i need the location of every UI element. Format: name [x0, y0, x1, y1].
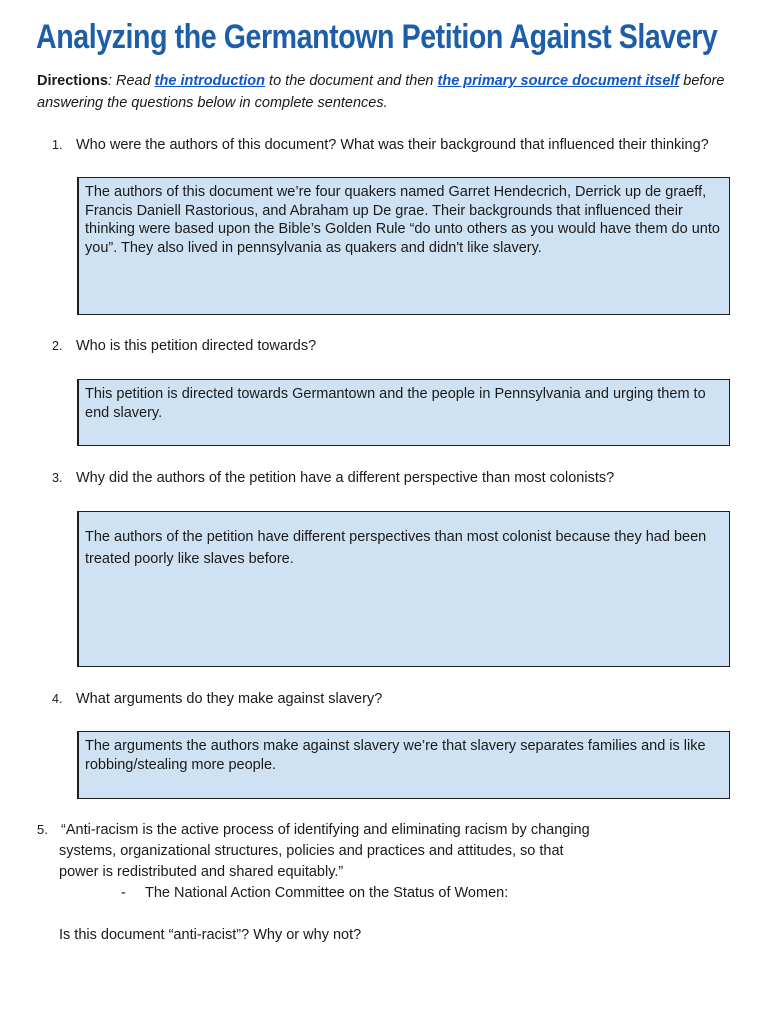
quote-line-3: power is redistributed and shared equitably.” [59, 864, 344, 880]
directions-text-1: : Read [107, 73, 155, 89]
question-number: 2. [52, 339, 63, 353]
question-prompt: Who were the authors of this document? What was their background that influenced their thinking? [76, 137, 709, 153]
introduction-link[interactable]: the introduction [154, 73, 266, 89]
question-4 [52, 689, 382, 709]
directions-text-3: before answering the questions below in complete sentences. [37, 73, 725, 111]
quote-attribution [37, 883, 590, 904]
question-number: 3. [52, 471, 63, 485]
question-5-prompt: Is this document “anti-racist”? Why or why not? [59, 927, 362, 943]
question-5 [37, 819, 590, 946]
question-number: 1. [52, 138, 63, 152]
primary-source-link[interactable]: the primary source document itself [437, 73, 680, 89]
attribution-text: The National Action Committee on the Status of Women: [145, 885, 509, 901]
question-prompt: What arguments do they make against slavery? [76, 691, 383, 707]
question-prompt: Why did the authors of the petition have a different perspective than most colonists? [76, 470, 615, 486]
answer-box-2[interactable]: This petition is directed towards Germantown and the people in Pennsylvania and urging them to end slavery. [77, 379, 730, 446]
question-2 [52, 336, 316, 356]
question-3 [52, 468, 614, 488]
answer-box-4[interactable]: The arguments the authors make against slavery we’re that slavery separates families and is like robbing/stealing more people. [77, 731, 730, 799]
question-number: 5. [37, 822, 48, 837]
attribution-dash: - [121, 885, 126, 901]
directions [37, 70, 737, 114]
directions-text-2: to the document and then [265, 73, 438, 89]
question-1 [52, 135, 709, 155]
question-prompt: Who is this petition directed towards? [76, 338, 317, 354]
page-title: Analyzing the Germantown Petition Against Slavery [36, 18, 718, 56]
answer-box-1[interactable]: The authors of this document we’re four quakers named Garret Hendecrich, Derrick up de graeff, Francis Daniell Rastorious, and Abraham up De grae. Their backgrounds that influenced their thinking were based upon the Bible’s Golden Rule “do unto others as you would have them do unto you”. They also lived in pennsylvania as quakers and didn't like slavery. [77, 177, 730, 315]
quote-line-2: systems, organizational structures, policies and practices and attitudes, so that [59, 843, 564, 859]
question-number: 4. [52, 692, 63, 706]
directions-label: Directions [37, 73, 108, 89]
quote-line-1: “Anti-racism is the active process of identifying and eliminating racism by changing [61, 822, 590, 838]
answer-box-3[interactable]: The authors of the petition have different perspectives than most colonist because they had been treated poorly like slaves before. [77, 511, 730, 667]
